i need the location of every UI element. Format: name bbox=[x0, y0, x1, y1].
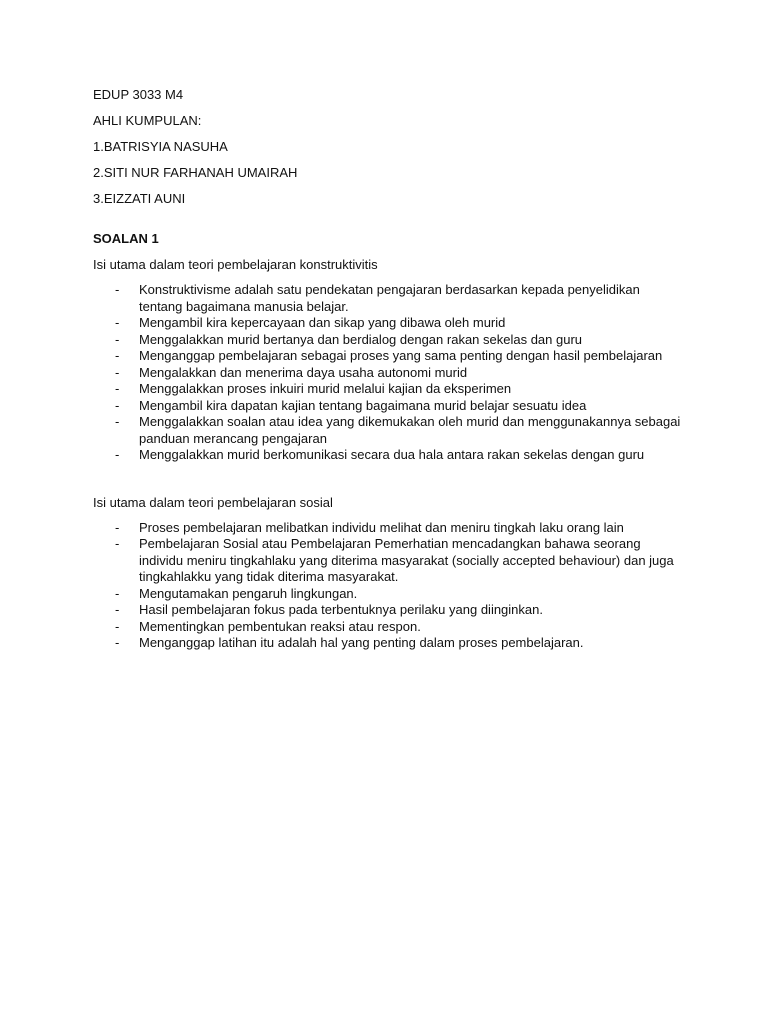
bullet-dash: - bbox=[115, 618, 120, 634]
course-code: EDUP 3033 M4 bbox=[93, 87, 184, 102]
list-item-text: Menggalakkan murid berkomunikasi secara dua hala antara rakan sekelas dengan guru bbox=[139, 447, 645, 462]
section-intro-constructivism: Isi utama dalam teori pembelajaran konstruktivitis bbox=[93, 257, 378, 272]
list-item-text: Menganggap latihan itu adalah hal yang penting dalam proses pembelajaran. bbox=[139, 635, 584, 650]
document-content bbox=[93, 86, 683, 652]
bullet-dash: - bbox=[115, 519, 120, 535]
list-item bbox=[93, 619, 683, 636]
list-item bbox=[93, 365, 683, 382]
group-member: 3.EIZZATI AUNI bbox=[93, 191, 186, 206]
group-members-label: AHLI KUMPULAN: bbox=[93, 113, 202, 128]
list-item-text: Menggalakkan proses inkuiri murid melalui kajian da eksperimen bbox=[139, 381, 512, 396]
list-item-text: Mengambil kira dapatan kajian tentang bagaimana murid belajar sesuatu idea bbox=[139, 397, 587, 413]
list-item bbox=[93, 602, 683, 619]
group-member: 1.BATRISYIA NASUHA bbox=[93, 139, 228, 154]
bullet-dash: - bbox=[115, 635, 120, 650]
list-item-text: Proses pembelajaran melibatkan individu melihat dan meniru tingkah laku orang lain bbox=[139, 519, 624, 535]
list-item bbox=[93, 348, 683, 365]
bullet-dash: - bbox=[115, 331, 120, 347]
bullet-dash: - bbox=[115, 414, 120, 429]
list-item bbox=[93, 381, 683, 398]
list-item bbox=[93, 536, 683, 586]
section-intro-social-learning: Isi utama dalam teori pembelajaran sosial bbox=[93, 494, 333, 510]
list-item-text: Mengutamakan pengaruh lingkungan. bbox=[139, 585, 358, 601]
bullet-dash: - bbox=[115, 536, 120, 551]
list-item bbox=[93, 398, 683, 415]
bullet-dash: - bbox=[115, 447, 120, 462]
bullet-dash: - bbox=[115, 282, 120, 297]
list-item-text: Menggalakkan murid bertanya dan berdialog dengan rakan sekelas dan guru bbox=[139, 331, 583, 347]
list-item bbox=[93, 520, 683, 537]
list-item bbox=[93, 332, 683, 349]
list-item bbox=[93, 586, 683, 603]
constructivism-list bbox=[93, 282, 683, 464]
list-item bbox=[93, 635, 683, 652]
bullet-dash: - bbox=[115, 348, 120, 363]
list-item-text: Menggalakkan soalan atau idea yang dikemukakan oleh murid dan menggunakannya sebagai panduan merancang pengajaran bbox=[139, 414, 681, 446]
list-item-text: Menganggap pembelajaran sebagai proses yang sama penting dengan hasil pembelajaran bbox=[139, 348, 663, 363]
list-item-text: Mengambil kira kepercayaan dan sikap yang dibawa oleh murid bbox=[139, 315, 506, 330]
list-item bbox=[93, 447, 683, 464]
list-item-text: Konstruktivisme adalah satu pendekatan pengajaran berdasarkan kepada penyelidikan tentang bagaimana manusia belajar. bbox=[139, 282, 640, 314]
bullet-dash: - bbox=[115, 364, 120, 380]
bullet-dash: - bbox=[115, 602, 120, 617]
list-item bbox=[93, 315, 683, 332]
group-member: 2.SITI NUR FARHANAH UMAIRAH bbox=[93, 165, 298, 180]
list-item-text: Hasil pembelajaran fokus pada terbentuknya perilaku yang diinginkan. bbox=[139, 602, 543, 617]
bullet-dash: - bbox=[115, 315, 120, 330]
list-item-text: Mengalakkan dan menerima daya usaha autonomi murid bbox=[139, 364, 468, 380]
list-item-text: Pembelajaran Sosial atau Pembelajaran Pemerhatian mencadangkan bahawa seorang individu meniru tingkahlaku yang diterima masyarakat (socially accepted behaviour) dan juga tingkahlakku yang tidak diterima masyarakat. bbox=[139, 536, 674, 584]
bullet-dash: - bbox=[115, 397, 120, 413]
list-item bbox=[93, 282, 683, 315]
list-item bbox=[93, 414, 683, 447]
question-title: SOALAN 1 bbox=[93, 231, 159, 246]
bullet-dash: - bbox=[115, 381, 120, 396]
list-item-text: Mementingkan pembentukan reaksi atau respon. bbox=[139, 618, 421, 634]
bullet-dash: - bbox=[115, 585, 120, 601]
social-learning-list bbox=[93, 520, 683, 652]
